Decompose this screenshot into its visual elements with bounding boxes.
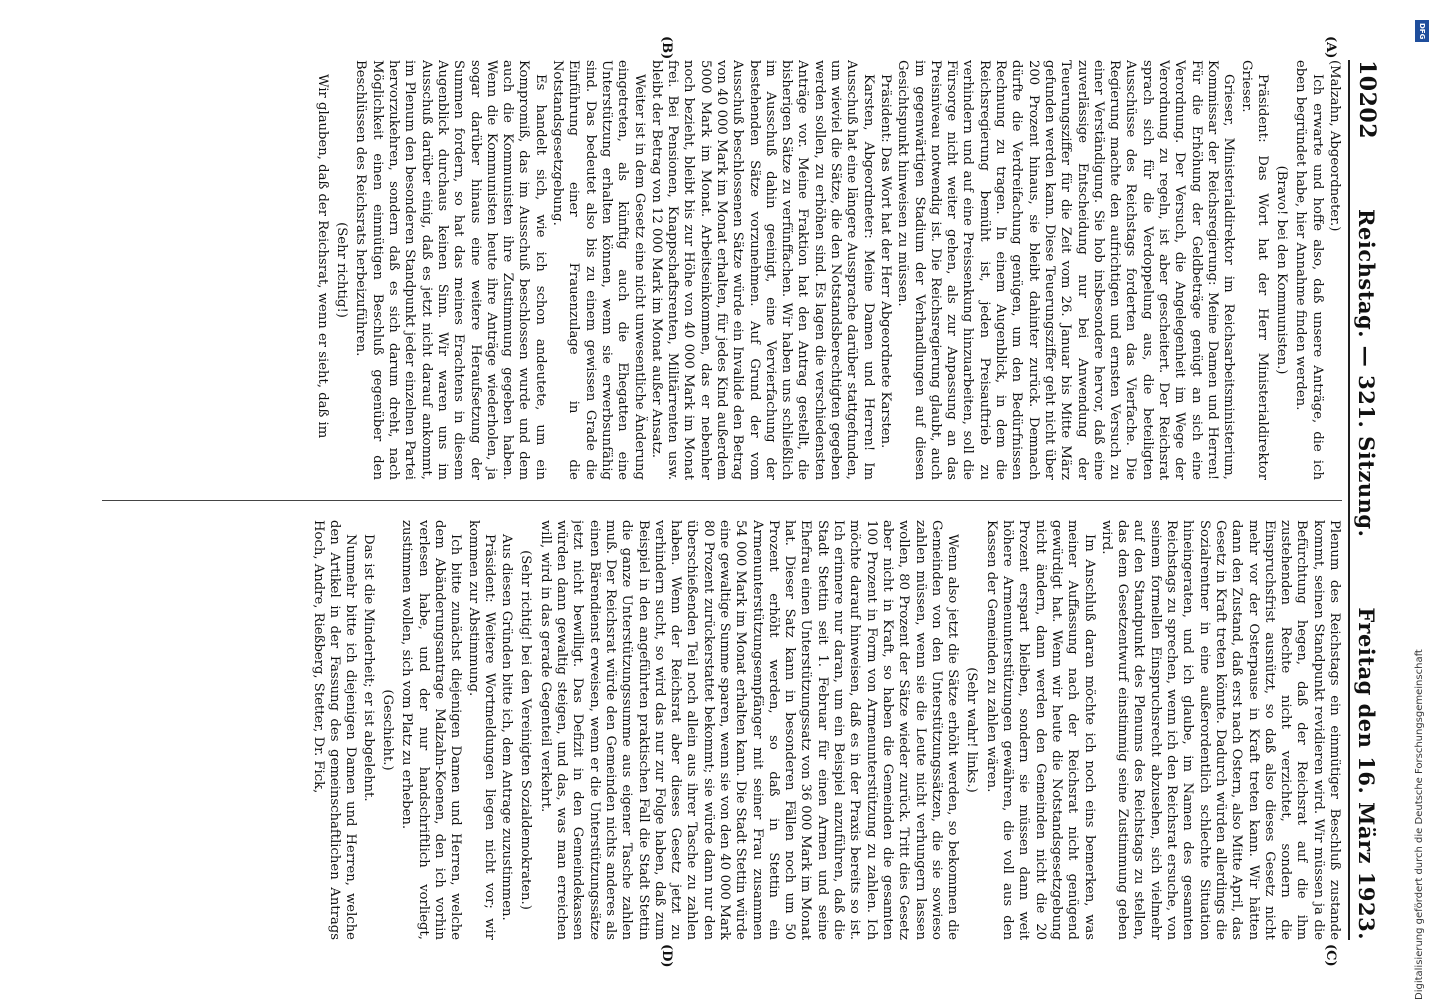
- interjection: (Bravo! bei den Kommunisten.): [1274, 165, 1290, 375]
- margin-marker-a: (A): [1323, 36, 1338, 59]
- page-header: [1354, 60, 1390, 940]
- margin-marker-d: (D): [659, 944, 674, 968]
- margin-marker-c: (C): [1323, 944, 1338, 967]
- speech-paragraph: Wenn also jetzt die Sätze erhöht werden, so bekommen die Gemeinden von den Unterstützungssätzen, die sie sowieso zahlen müssen, wenn sie die Leute nicht verhungern lassen wollen, 80 Prozent der Sätze wieder zurück. Tritt dies Gesetz aber nicht in Kraft, so haben die Gemeinden die gesamten 100 Prozent in Form von Armenunterstützung zu zahlen. Ich möchte darauf hinweisen, daß es in der Praxis bereits so ist. Ich erinnere nur daran, um ein Beispiel anzuführen, daß die Stadt Stettin seit 1. Februar für einen Armen und seine Ehefrau einen Unterstützungssatz von 36 000 Mark im Monat hat. Dieser Satz kann in besonderen Fällen noch um 50 Prozent erhöht werden, so daß in Stettin ein Armenunterstützungsempfänger mit seiner Frau zusammen 54 000 Mark im Monat erhalten kann. Die Stadt Stettin würde eine gewaltige Summe sparen, wenn sie von den 40 000 Mark 80 Prozent zurückerstattet bekommt; sie würde dann nur den überschießenden Teil noch allein aus ihrer Tasche zu zahlen haben. Wenn der Reichsrat aber dieses Gesetz jetzt zu verhindern sucht, so wird das nur zur Folge haben, daß zum Beispiel in den angeführten praktischen Fall die Stadt Stettin die ganze Unterstützungssumme aus eigener Tasche zahlen muß. Der Reichsrat würde den Gemeinden nichts anderes als einen Bärendienst erweisen, wenn er die Unterstützungssätze jetzt nicht bewilligt. Das Defizit in den Gemeindekassen würden dann gewaltig steigen, und das, was man erreichen will, wird in das gerade Gegenteil verkehrt.: [537, 520, 961, 940]
- speech-paragraph: Karsten, Abgeordneter: Meine Damen und Herren! Im Ausschuß hat eine längere Aussprache darüber stattgefunden, um wieviel die Sätze, die den Notstandsberechtigten gegeben werden sollen, zu erhöhen sind. Es lagen die verschiedensten Anträge vor. Meine Fraktion hat den Antrag gestellt, die bisherigen Sätze zu verfünffachen. Wir haben uns schließlich im Ausschuß dahin geeinigt, eine Vervierfachung der bestehenden Sätze vorzunehmen. Auf Grund der vom Ausschuß beschlossenen Sätze würde ein Invalide den Betrag von 40 000 Mark im Monat erhalten, für jedes Kind außerdem 5000 Mark im Monat. Arbeitseinkommen, das er nebenher noch bezieht, bleibt bis zur Höhe von 40 000 Mark im Monat frei. Bei Pensionen, Knappschaftsrenten, Militärrenten usw. bleibt der Betrag von 12 000 Mark im Monat außer Ansatz.: [648, 60, 876, 480]
- interjection: (Sehr richtig! bei den Vereinigten Sozialdemokraten.): [518, 550, 534, 910]
- right-column: [102, 520, 1342, 940]
- speech-paragraph: Plenum des Reichstags ein einmütiger Beschluß zustande kommt, seinen Standpunkt revidieren wird. Wir müssen ja die Befürchtung hegen, daß der Reichsrat auf die ihm zustehenden Rechte nicht verzichtet, sondern die Einspruchsfrist ausnützt, so daß also dieses Gesetz nicht mehr vor der Osterpause in Kraft treten kann. Wir hätten dann den Zustand, daß erst nach Ostern, also Mitte April, das Gesetz in Kraft treten könnte. Dadurch würden allerdings die Sozialrentner in eine außerordentlich schlechte Situation hineingeraten, und ich glaube, im Namen des gesamten Reichstags zu sprechen, wenn ich den Reichsrat ersuche, von seinem formellen Einspruchsrecht abzusehen, sich vielmehr auf den Standpunkt des Plenums des Reichstags zu stellen, das dem Gesetzentwurf einstimmig seine Zustimmung geben wird.: [1098, 520, 1342, 940]
- speech-paragraph: Weiter ist in dem Gesetz eine nicht unwesentliche Änderung eingetreten, als künftig auch die Ehegatten eine Unterstützung erhalten können, wenn sie erwerbsunfähig sind. Das bedeutet also bis zu einem gewissen Grade die Einführung einer Frauenzulage in die Notstandsgesetzgebung.: [550, 60, 647, 480]
- page-number: 10202: [1354, 60, 1380, 140]
- president-remark: Das ist die Minderheit; er ist abgelehnt.: [360, 534, 376, 802]
- president-remark: Ich bitte zunächst diejenigen Damen und Herren, welche dem Abänderungsantrage Malzahn-Koenen, den ich vorhin verlesen habe, und der nur handschriftlich vorliegt, zustimmen wollen, sich vom Platz zu erheben.: [399, 520, 464, 940]
- header-date: Freitag den 16. März 1923.: [1354, 607, 1379, 940]
- header-title: Reichstag. — 321. Sitzung.: [1354, 209, 1379, 538]
- president-remark: Präsident: Das Wort hat der Herr Ministerialdirektor Grieser.: [1238, 60, 1270, 480]
- margin-marker-b: (B): [659, 36, 674, 60]
- speaker-continuation: (Malzahn, Abgeordneter.): [1327, 60, 1342, 232]
- speech-paragraph: Aus diesen Gründen bitte ich, dem Antrage zuzustimmen.: [499, 534, 515, 921]
- header-rule: [1348, 60, 1350, 940]
- speech-paragraph: Wir glauben, daß der Reichsrat, wenn er sieht, daß im: [314, 74, 330, 439]
- president-remark: Präsident: Das Wort hat der Herr Abgeordnete Karsten.: [877, 74, 893, 449]
- president-remark: Präsident: Weitere Wortmeldungen liegen nicht vor; wir kommen zur Abstimmung.: [465, 520, 497, 940]
- digitization-note: Digitalisierung gefördert durch die Deutsche Forschungsgemeinschaft: [1414, 649, 1425, 1000]
- speech-paragraph: Im Anschluß daran möchte ich noch eins bemerken, was meiner Auffassung nach der Reichsrat nicht genügend gewürdigt hat. Wenn wir heute die Notstandsgesetzgebung nicht ändern, dann werden den Gemeinden nicht die 20 Prozent erspart bleiben, sondern sie müssen dann weit höhere Armenunterstützungen gewähren, die voll aus den Kassen der Gemeinden zu zahlen wären.: [983, 520, 1097, 940]
- interjection: (Geschieht.): [380, 689, 396, 771]
- left-column: [102, 60, 1342, 480]
- interjection: (Sehr richtig!): [334, 222, 350, 318]
- dfg-logo: DFG: [1415, 20, 1429, 42]
- interjection: (Sehr wahr! links.): [964, 667, 980, 793]
- speech-paragraph: Grieser, Ministerialdirektor im Reichsarbeitsministerium, Kommissar der Reichsregierung: Meine Damen und Herren! Für die Erhöhung der Geldbeträge genügt an sich eine Verordnung. Der Versuch, die Angelegenheit im Wege der Verordnung zu regeln, ist aber gescheitert. Der Reichsrat sprach sich für die Verdoppelung aus, die beteiligten Ausschüsse des Reichstags forderten das Vierfache. Die Regierung machte den aufrichtigen und ernsten Versuch zu einer Verständigung. Sie hob insbesondere hervor, daß eine zuverlässige Entscheidung nur bei Anwendung der Teuerungsziffer für die Zeit vom 26. Januar bis Mitte März gefunden werden kann. Diese Teuerungsziffer geht nicht über 200 Prozent hinaus, sie bleibt dahinter zurück. Demnach dürfte die Verdreifachung genügen, um den Bedürfnissen Rechnung zu tragen. In einem Augenblick, in dem die Reichsregierung bemüht ist, jeden Preisauftrieb zu verhindern und auf eine Preissenkung hinzuarbeiten, soll die Fürsorge nicht weiter gehen, als zur Anpassung an das Preisniveau notwendig ist. Die Reichsregierung glaubt, auch im gegenwärtigen Stadium der Verhandlungen auf diesen Gesichtspunkt hinweisen zu müssen.: [895, 60, 1237, 480]
- speech-paragraph: Es handelt sich, wie ich schon andeutete, um ein Kompromiß, das im Ausschuß beschlossen wurde und dem auch die Kommunisten ihre Zustimmung gegeben haben. Wenn die Kommunisten heute ihre Anträge wiederholen, ja sogar darüber hinaus eine weitere Heraufsetzung der Summen fordern, so hat das meines Erachtens in diesem Augenblick durchaus keinen Sinn. Wir waren uns im Ausschuß darüber einig, daß es jetzt nicht darauf ankommt, im Plenum den besonderen Standpunkt jeder einzelnen Partei hervorzukehren, sondern daß es sich darum dreht, nach Möglichkeit einen einmütigen Beschluß gegenüber den Beschlüssen des Reichsrats herbeizuführen.: [353, 60, 548, 480]
- digitization-footer: [1414, 10, 1432, 1000]
- column-divider: [102, 500, 1342, 501]
- paragraph: Ich erwarte und hoffe also, daß unsere Anträge, die ich eben begründet habe, hier Annahme finden werden.: [1293, 60, 1325, 480]
- president-remark: Nunmehr bitte ich diejenigen Damen und Herren, welche den Artikel in der Fassung des gemeinschaftlichen Antrags Hoch, Andre, Rießberg, Stetter, Dr. Fick,: [310, 520, 359, 940]
